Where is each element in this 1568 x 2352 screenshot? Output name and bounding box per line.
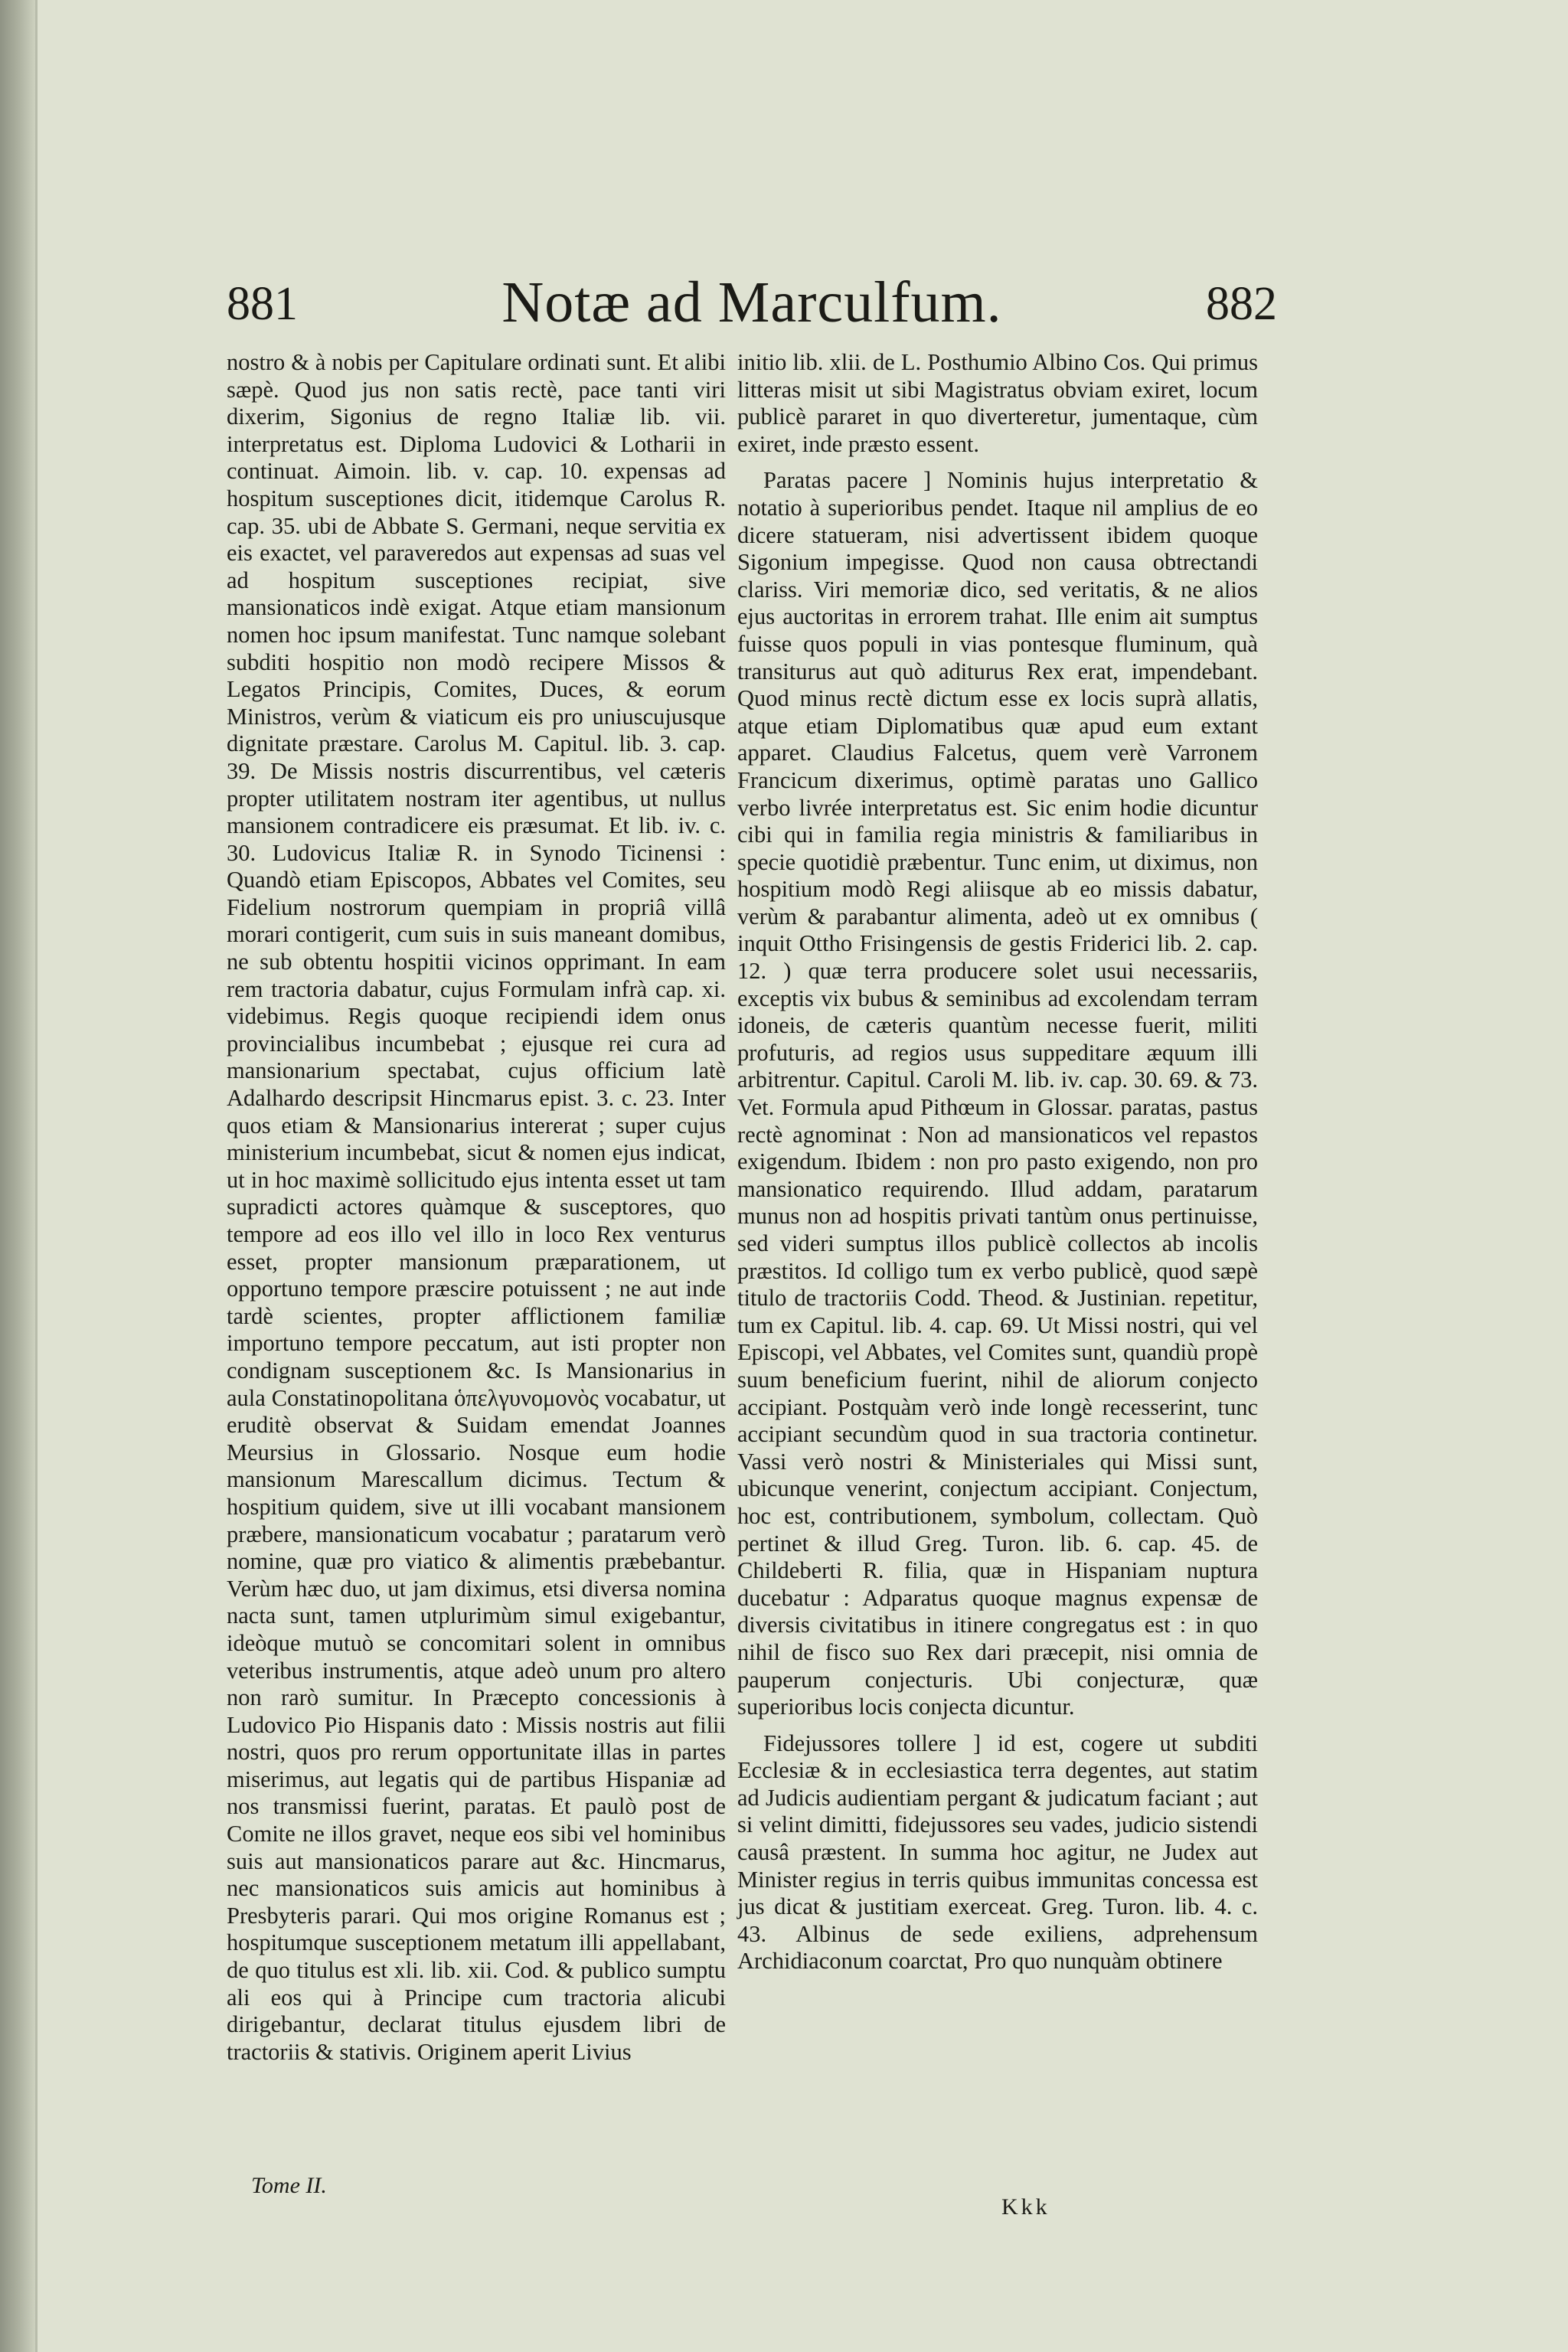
left-paragraph-1: nostro & à nobis per Capitulare ordinati sunt. Et alibi sæpè. Quod jus non satis rectè, pace tanti viri dixerim, Sigonius de regno Italiæ lib. vii. interpretatus est. Diploma Ludovici & Lotharii in continuat. Aimoin. lib. v. cap. 10. expensas ad hospitum susceptiones dicit, itidemque Carolus R. cap. 35. ubi de Abbate S. Germani, neque servitia ex eis exactet, vel paraveredos aut expensas ad suas vel ad hospitum susceptiones recipiat, sive mansionaticos indè exigat. Atque etiam mansionum nomen hoc ipsum manifestat. Tunc namque solebant subditi hospitio non modò recipere Missos & Legatos Principis, Comites, Duces, & eorum Ministros, verùm & viaticum eis pro uniuscujusque dignitate præstare. Carolus M. Capitul. lib. 3. cap. 39. De Missis nostris discurrentibus, vel cæteris propter utilitatem nostram iter agentibus, ut nullus mansionem contradicere eis præsumat. Et lib. iv. c. 30. Ludovicus Italiæ R. in Synodo Ticinensi : Quandò etiam Episcopos, Abbates vel Comites, seu Fidelium nostrorum quempiam in propriâ villâ morari contigerit, cum suis in suis maneant domibus, ne sub obtentu hospitii vicinos opprimant. In eam rem tractoria dabatur, cujus Formulam infrà cap. xi. videbimus. Regis quoque recipiendi idem onus provincialibus incumbebat ; ejusque rei cura ad mansionarium spectabat, cujus officium latè Adalhardo descripsit Hincmarus epist. 3. c. 23. Inter quos etiam & Mansionarius intererat ; super cujus ministerium incumbebat, sicut & nomen ejus indicat, ut in hoc maximè sollicitudo ejus intenta esset ut tam supradicti actores quàmque & susceptores, quo tempore ad eos illo vel illo in loco Rex venturus esset, propter mansionum præparationem, ut opportuno tempore præscire potuissent ; ne aut inde tardè scientes, propter afflictionem familiæ importuno tempore peccatum, aut isti propter non condignam susceptionem &c. Is Mansionarius in aula Constatinopolitana ὁπελγυνομονὸς vocabatur, ut eruditè observat & Suidam emendat Joannes Meursius in Glossario. Nosque eum hodie mansionum Marescallum dicimus. Tectum & hospitium quidem, sive ut illi vocabant mansionem præbere, mansionaticum vocabatur ; paratarum verò nomine, quæ pro viatico & alimentis præbebantur. Verùm hæc duo, ut jam diximus, etsi diversa nomina nacta sunt, tamen utplurimùm simul exigebantur, ideòque mutuò se concomitari solent in omnibus veteribus instrumentis, atque adeò unum pro altero non rarò sumitur. In Præcepto concessionis à Ludovico Pio Hispanis dato : Missis nostris aut filii nostri, quos pro rerum opportunitate illas in partes miserimus, aut legatis qui de partibus Hispaniæ ad nos transmissi fuerint, paratas. Et paulò post de Comite ne illos gravet, neque eos sibi vel hominibus suis aut mansionaticos parare aut &c. Hincmarus, nec mansionaticos suis amicis aut hominibus à Presbyteris parari. Qui mos origine Romanus est ; hospitumque susceptionem metatum illi appellabant, de quo titulus est xli. lib. xii. Cod. & publico sumptu ali eos qui à Principe cum tractoria alicubi dirigebantur, declarat titulus ejusdem libri de tractoriis & stativis. Originem aperit Livius bbox=[227, 349, 726, 2065]
book-gutter-shadow bbox=[0, 0, 35, 2352]
running-title: Notæ ad Marculfum. bbox=[501, 270, 1002, 335]
page-header bbox=[227, 270, 1277, 338]
right-paragraph-3: Fidejussores tollere ] id est, cogere ut subditi Ecclesiæ & in ecclesiastica terra degentes, aut statim ad Judicis audientiam pergant & judicatum faciant ; aut si velint dimitti, fidejussores seu vades, judicio sistendi causâ præstent. In summa hoc agitur, ne Judex aut Minister regius in terris quibus immunitas concessa est jus dicat & justitiam exerceat. Greg. Turon. lib. 4. c. 43. Albinus de sede exiliens, adprehensum Archidiaconum coarctat, Pro quo nunquàm obtinere bbox=[737, 1730, 1258, 1975]
right-paragraph-1: initio lib. xlii. de L. Posthumio Albino Cos. Qui primus litteras misit ut sibi Magistratus obviam exiret, locum publicè pararet in quo diverteretur, jumentaque, cùm exiret, inde præsto essent. bbox=[737, 349, 1258, 457]
left-text-column bbox=[227, 349, 726, 2066]
left-page-number: 881 bbox=[227, 278, 298, 330]
volume-label: Tome II. bbox=[251, 2173, 327, 2198]
right-page-number: 882 bbox=[1206, 278, 1277, 330]
right-paragraph-2: Paratas pacere ] Nominis hujus interpretatio & notatio à superioribus pendet. Itaque nil amplius de eo dicere statueram, nisi advertissent ibidem quoque Sigonium impegisse. Quod non causa obtrectandi clariss. Viri memoriæ dico, sed veritatis, & ne alios ejus auctoritas in errorem trahat. Ille enim ait sumptus fuisse quos populi in vias pontesque fluminum, quà transiturus aut quò aditurus Rex erat, impendebant. Quod minus rectè dictum esse ex locis suprà allatis, atque etiam Diplomatibus quæ apud eum extant apparet. Claudius Falcetus, quem verè Varronem Francicum dixerimus, optimè paratas uno Gallico verbo livrée interpretatus est. Sic enim hodie dicuntur cibi qui in familia regia ministris & familiaribus in specie quotidiè præbentur. Tunc enim, ut diximus, non hospitium modò Regi aliisque ab eo missis dabatur, verùm & parabantur alimenta, adeò ut ex omnibus ( inquit Ottho Frisingensis de gestis Friderici lib. 2. cap. 12. ) quæ terra producere solet usui necessariis, exceptis vix bubus & seminibus ad excolendam terram idoneis, de cæteris quantùm necesse fuerit, militi profuturis, ad regios usus suppeditare æquum illi arbitrentur. Capitul. Caroli M. lib. iv. cap. 30. 69. & 73. Vet. Formula apud Pithœum in Glossar. paratas, pastus rectè agnominat : Non ad mansionaticos vel repastos exigendum. Ibidem : non pro pasto exigendo, non pro mansionatico requirendo. Illud addam, paratarum munus non ad hospitis privati tantùm onus pertinuisse, sed videri sumptus illos publicè collectos ab incolis præstitos. Id colligo tum ex verbo publicè, quod sæpè titulo de tractoriis Codd. Theod. & Justinian. repetitur, tum ex Capitul. lib. 4. cap. 69. Ut Missi nostri, qui vel Episcopi, vel Abbates, vel Comites sunt, quandiù propè suum beneficium fuerint, nihil de aliorum conjecto accipiant. Postquàm verò inde longè recesserint, tunc accipiant secundùm quod in sua tractoria continetur. Vassi verò nostri & Ministeriales qui Missi sunt, ubicunque venerint, conjectum accipiant. Conjectum, hoc est, contributionem, symbolum, collectam. Quò pertinet & illud Greg. Turon. lib. 6. cap. 45. de Childeberti R. filia, quæ in Hispaniam nuptura ducebatur : Adparatus quoque magnus expensæ de diversis civitatibus in itinere congregatus est : in quo nihil de fisco suo Rex dari præcepit, nisi omnia de pauperum conjecturis. Ubi conjecturæ, quæ superioribus locis conjecta dicuntur. bbox=[737, 467, 1258, 1720]
right-text-column bbox=[737, 349, 1258, 1975]
signature-mark: Kkk bbox=[1001, 2194, 1050, 2220]
